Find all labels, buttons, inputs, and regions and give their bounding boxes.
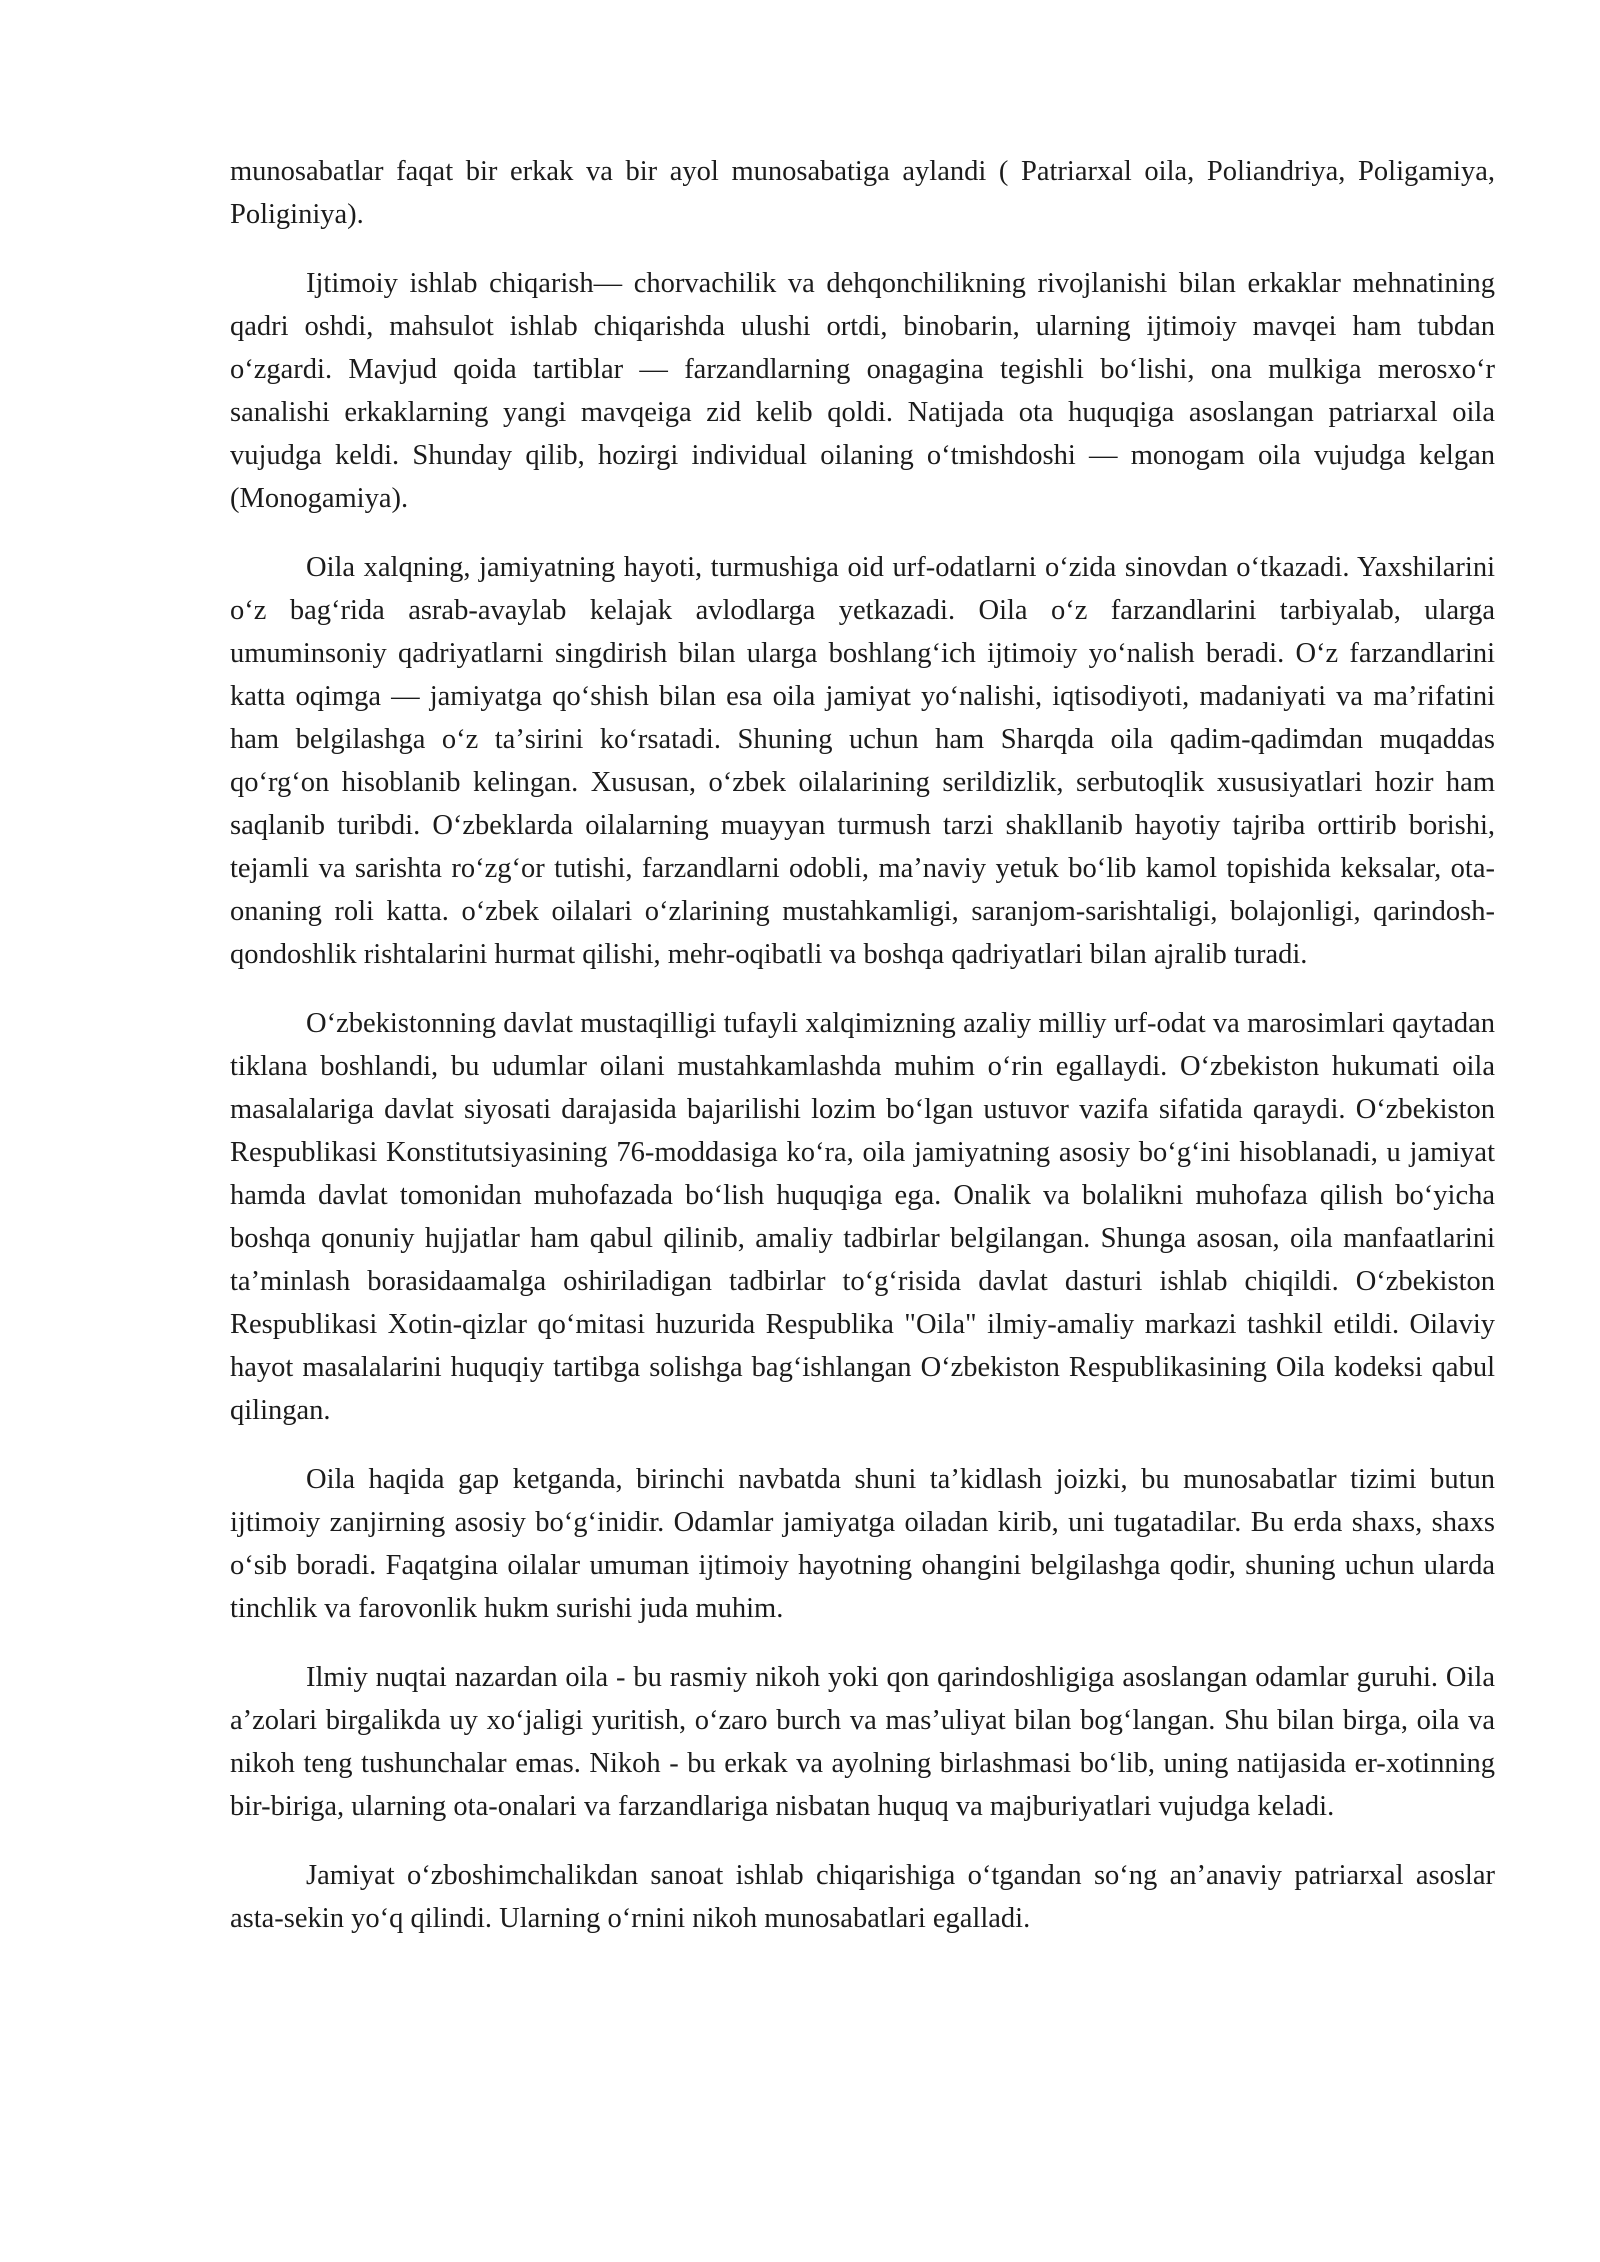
paragraph-social-chain: Oila haqida gap ketganda, birinchi navbatda shuni taʼkidlash joizki, bu munosabatlar tizimi butun ijtimoiy zanjirning asosiy boʻgʻinidir. Odamlar jamiyatga oiladan kirib, uni tugatadilar. Bu erda shaxs, shaxs oʻsib boradi. Faqatgina oilalar umuman ijtimoiy hayotning ohangini belgilashga qodir, shuning uchun ularda tinchlik va farovonlik hukm surishi juda muhim. bbox=[230, 1464, 1495, 1624]
paragraph-social-production: Ijtimoiy ishlab chiqarish— chorvachilik va dehqonchilikning rivojlanishi bilan erkaklar mehnatining qadri oshdi, mahsulot ishlab chiqarishda ulushi ortdi, binobarin, ularning ijtimoiy mavqei ham tubdan oʻzgardi. Mavjud qoida tartiblar — farzandlarning onagagina tegishli boʻlishi, ona mulkiga merosxoʻr sanalishi erkaklarning yangi mavqeiga zid kelib qoldi. Natijada ota huquqiga asoslangan patriarxal oila vujudga keldi. Shunday qilib, hozirgi individual oilaning oʻtmishdoshi — monogam oila vujudga kelgan (Monogamiya). bbox=[230, 268, 1495, 514]
document-body bbox=[230, 150, 1495, 1940]
paragraph-continuation: munosabatlar faqat bir erkak va bir ayol munosabatiga aylandi ( Patriarxal oila, Poliandriya, Poligamiya, Poliginiya). bbox=[230, 156, 1495, 230]
paragraph-industrial-transition: Jamiyat oʻzboshimchalikdan sanoat ishlab chiqarishiga oʻtgandan soʻng anʼanaviy patriarxal asoslar asta-sekin yoʻq qilindi. Ularning oʻrnini nikoh munosabatlari egalladi. bbox=[230, 1860, 1495, 1934]
paragraph-independence: Oʻzbekistonning davlat mustaqilligi tufayli xalqimizning azaliy milliy urf-odat va marosimlari qaytadan tiklana boshlandi, bu udumlar oilani mustahkamlashda muhim oʻrin egallaydi. Oʻzbekiston hukumati oila masalalariga davlat siyosati darajasida bajarilishi lozim boʻlgan ustuvor vazifa sifatida qaraydi. Oʻzbekiston Respublikasi Konstitutsiyasining 76-moddasiga koʻra, oila jamiyatning asosiy boʻgʻini hisoblanadi, u jamiyat hamda davlat tomonidan muhofazada boʻlish huquqiga ega. Onalik va bolalikni muhofaza qilish boʻyicha boshqa qonuniy hujjatlar ham qabul qilinib, amaliy tadbirlar belgilangan. Shunga asosan, oila manfaatlarini taʼminlash borasidaamalga oshiriladigan tadbirlar toʻgʻrisida davlat dasturi ishlab chiqildi. Oʻzbekiston Respublikasi Xotin-qizlar qoʻmitasi huzurida Respublika "Oila" ilmiy-amaliy markazi tashkil etildi. Oilaviy hayot masalalarini huquqiy tartibga solishga bagʻishlangan Oʻzbekiston Respublikasining Oila kodeksi qabul qilingan. bbox=[230, 1008, 1495, 1426]
paragraph-scientific-definition: Ilmiy nuqtai nazardan oila - bu rasmiy nikoh yoki qon qarindoshligiga asoslangan odamlar guruhi. Oila aʼzolari birgalikda uy xoʻjaligi yuritish, oʻzaro burch va masʼuliyat bilan bogʻlangan. Shu bilan birga, oila va nikoh teng tushunchalar emas. Nikoh - bu erkak va ayolning birlashmasi boʻlib, uning natijasida er-xotinning bir-biriga, ularning ota-onalari va farzandlariga nisbatan huquq va majburiyatlari vujudga keladi. bbox=[230, 1662, 1495, 1822]
paragraph-family-traditions: Oila xalqning, jamiyatning hayoti, turmushiga oid urf-odatlarni oʻzida sinovdan oʻtkazadi. Yaxshilarini oʻz bagʻrida asrab-avaylab kelajak avlodlarga yetkazadi. Oila oʻz farzandlarini tarbiyalab, ularga umuminsoniy qadriyatlarni singdirish bilan ularga boshlangʻich ijtimoiy yoʻnalish beradi. Oʻz farzandlarini katta oqimga — jamiyatga qoʻshish bilan esa oila jamiyat yoʻnalishi, iqtisodiyoti, madaniyati va maʼrifatini ham belgilashga oʻz taʼsirini koʻrsatadi. Shuning uchun ham Sharqda oila qadim-qadimdan muqaddas qoʻrgʻon hisoblanib kelingan. Xususan, oʻzbek oilalarining serildizlik, serbutoqlik xususiyatlari hozir ham saqlanib turibdi. Oʻzbeklarda oilalarning muayyan turmush tarzi shakllanib hayotiy tajriba orttirib borishi, tejamli va sarishta roʻzgʻor tutishi, farzandlarni odobli, maʼnaviy yetuk boʻlib kamol topishida keksalar, ota-onaning roli katta. oʻzbek oilalari oʻzlarining mustahkamligi, saranjom-sarishtaligi, bolajonligi, qarindosh-qondoshlik rishtalarini hurmat qilishi, mehr-oqibatli va boshqa qadriyatlari bilan ajralib turadi. bbox=[230, 552, 1495, 970]
